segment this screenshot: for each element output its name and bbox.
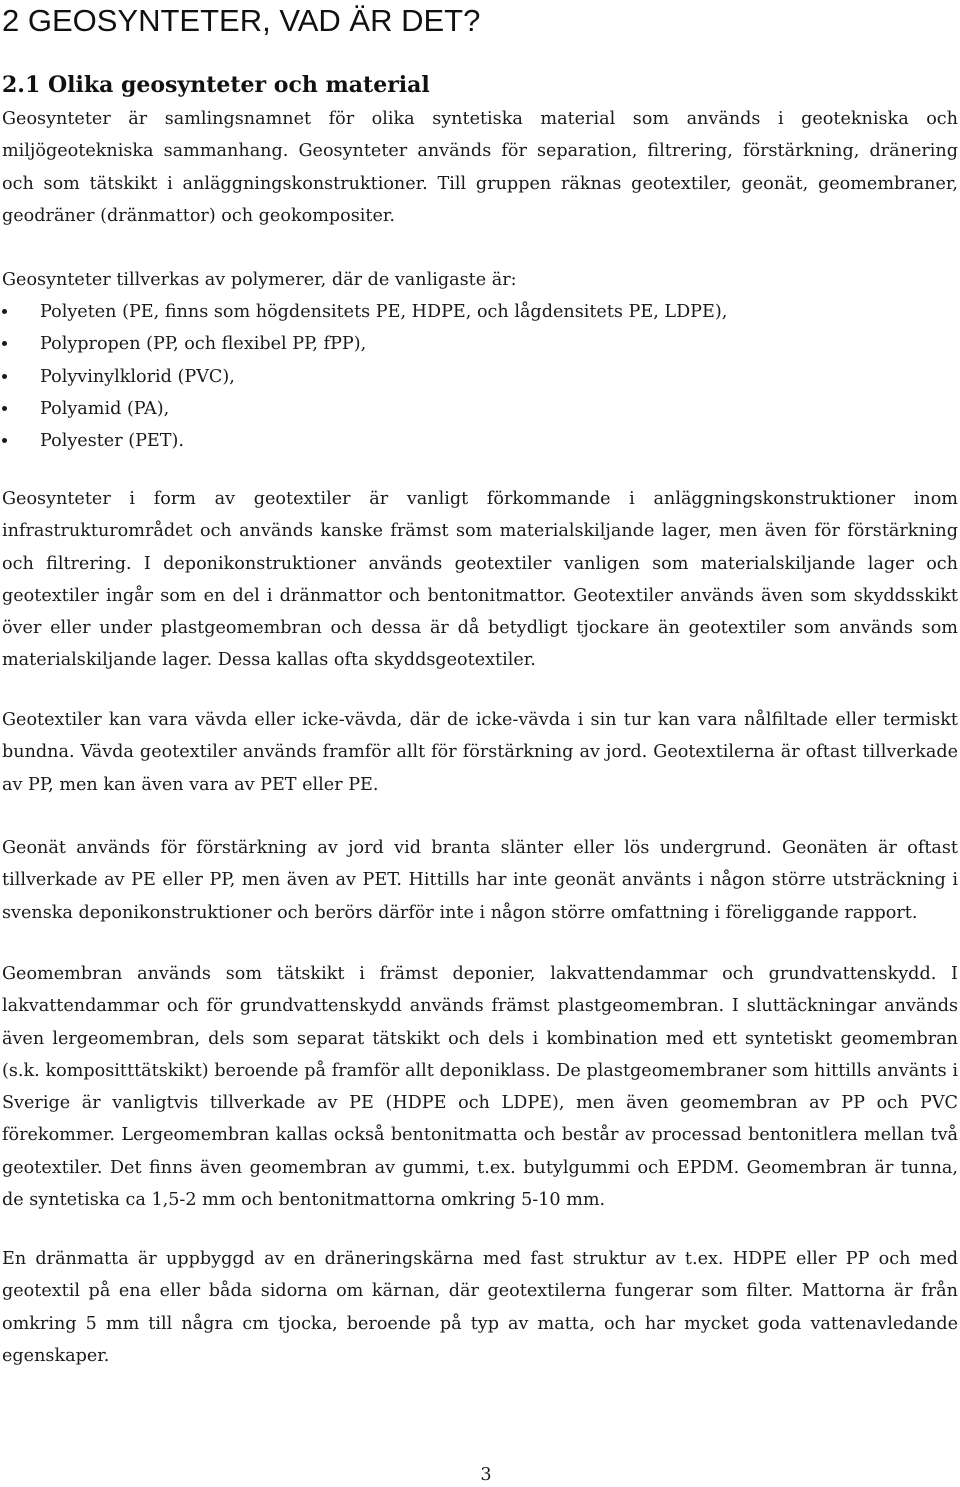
bullet-icon xyxy=(2,438,7,443)
paragraph-geotextiles-types: Geotextiler kan vara vävda eller icke-vävda, där de icke-vävda i sin tur kan vara nålfiltade eller termiskt bundna. Vävda geotextiler används framför allt för förstärkning av jord. Geotextilerna är oftast tillverkade av PP, men kan även vara av PET eller PE. xyxy=(2,710,958,795)
paragraph-intro: Geosynteter är samlingsnamnet för olika syntetiska material som används i geotekniska och miljögeotekniska sammanhang. Geosynteter används för separation, filtrering, förstärkning, dränering och som tätskikt i anläggningskonstruktioner. Till gruppen räknas geotextiler, geonät, geomembraner, geodräner (dränmattor) och geokompositer. xyxy=(2,109,958,226)
paragraph-polymers-intro: Geosynteter tillverkas av polymerer, där de vanligaste är: xyxy=(2,270,517,290)
chapter-heading: 2 GEOSYNTETER, VAD ÄR DET? xyxy=(2,3,481,38)
bullet-icon xyxy=(2,341,7,346)
section-title: Olika geosynteter och material xyxy=(47,72,430,98)
paragraph-geomembranes: Geomembran används som tätskikt i främst deponier, lakvattendammar och grundvattenskydd. I lakvattendammar och för grundvattenskydd används främst plastgeomembran. I sluttäckningar används även lergeomembran, dels som separat tätskikt och dels i kombination med ett syntetiskt geomembran (s.k. kompositttätskikt) beroende på framför allt deponiklass. De plastgeomembraner som hittills använts i Sverige är vanligtvis tillverkade av PE (HDPE och LDPE), men även geomembran av PP och PVC förekommer. Lergeomembran kallas också bentonitmatta och består av processad bentonitlera mellan två geotextiler. Det finns även geomembran av gummi, t.ex. butylgummi och EPDM. Geomembran är tunna, de syntetiska ca 1,5-2 mm och bentonitmattorna omkring 5-10 mm. xyxy=(2,964,958,1211)
paragraph-drainage-mat: En dränmatta är uppbyggd av en dräneringskärna med fast struktur av t.ex. HDPE eller PP och med geotextil på ena eller båda sidorna om kärnan, där geotextilerna fungerar som filter. Mattorna är från omkring 5 mm till några cm tjocka, beroende på typ av matta, och har mycket goda vattenavledande egenskaper. xyxy=(2,1249,958,1366)
page-number: 3 xyxy=(480,1465,492,1485)
document-page: 2 GEOSYNTETER, VAD ÄR DET? 2.1 Olika geosynteter och material Geosynteter är samlingsnamnet för olika syntetiska material som används i geotekniska och miljögeotekniska sammanhang. Geosynteter används för separation, filtrering, förstärkning, dränering och som tätskikt i anläggningskonstruktioner. Till gruppen räknas geotextiler, geonät, geomembraner, geodräner (dränmattor) och geokompositer. Geosynteter tillverkas av polymerer, där de vanligaste är: Polyeten (PE, finns som högdensitets PE, HDPE, och lågdensitets PE, LDPE), Polypropen (PP, och flexibel PP, fPP), Polyvinylklorid (PVC), Polyamid (PA), Polyester (PET). Geosynteter i form av geotextiler är vanligt förkommande i anläggningskonstruktioner inom infrastrukturområdet och används kanske främst som materialskiljande lager, men även för förstärkning och filtrering. I deponikonstruktioner används geotextiler vanligen som materialskiljande lager och geotextiler ingår som en del i dränmattor och bentonitmattor. Geotextiler används även som skyddsskikt över eller under plastgeomembran och dessa är då betydligt tjockare än geotextiler som används som materialskiljande lager. Dessa kallas ofta skyddsgeotextiler. Geotextiler kan vara vävda eller icke-vävda, där de icke-vävda i sin tur kan vara nålfiltade eller termiskt bundna. Vävda geotextiler används framför allt för förstärkning av jord. Geotextilerna är oftast tillverkade av PP, men kan även vara av PET eller PE. Geonät används för förstärkning av jord vid branta slänter eller lös undergrund. Geonäten är oftast tillverkade av PE eller PP, men även av PET. Hittills har inte geonät använts i någon större utsträckning i svenska deponikonstruktioner och berörs därför inte i någon större omfattning i föreliggande rapport. Geomembran används som tätskikt i främst deponier, lakvattendammar och grundvattenskydd. I lakvattendammar och för grundvattenskydd används främst plastgeomembran. I sluttäckningar används även lergeomembran, dels som separat tätskikt och dels i kombination med ett syntetiskt geomembran (s.k. kompositttätskikt) beroende på framför allt deponiklass. De plastgeomembraner som hittills använts i Sverige är vanligtvis tillverkade av PE (HDPE och LDPE), men även geomembran av PP och PVC förekommer. Lergeomembran kallas också bentonitmatta och består av processad bentonitlera mellan två geotextiler. Det finns även geomembran av gummi, t.ex. butylgummi och EPDM. Geomembran är tunna, de syntetiska ca 1,5-2 mm och bentonitmattorna omkring 5-10 mm. En dränmatta är uppbyggd av en dräneringskärna med fast struktur av t.ex. HDPE eller PP och med geotextil på ena eller båda sidorna om kärnan, där geotextilerna fungerar som filter. Mattorna är från omkring 5 mm till några cm tjocka, beroende på typ av matta, och har mycket goda vattenavledande egenskaper. 3 xyxy=(0,0,960,1487)
section-heading xyxy=(2,70,430,100)
paragraph-geotextiles-use: Geosynteter i form av geotextiler är vanligt förkommande i anläggningskonstruktioner inom infrastrukturområdet och används kanske främst som materialskiljande lager, men även för förstärkning och filtrering. I deponikonstruktioner används geotextiler vanligen som materialskiljande lager och geotextiler ingår som en del i dränmattor och bentonitmattor. Geotextiler används även som skyddsskikt över eller under plastgeomembran och dessa är då betydligt tjockare än geotextiler som används som materialskiljande lager. Dessa kallas ofta skyddsgeotextiler. xyxy=(2,489,958,671)
bullet-icon xyxy=(2,406,7,411)
paragraph-geonets: Geonät används för förstärkning av jord vid branta slänter eller lös undergrund. Geonäten är oftast tillverkade av PE eller PP, men även av PET. Hittills har inte geonät använts i någon större utsträckning i svenska deponikonstruktioner och berörs därför inte i någon större omfattning i föreliggande rapport. xyxy=(2,838,958,923)
bullet-icon xyxy=(2,374,7,379)
section-number: 2.1 xyxy=(2,72,41,98)
bullet-icon xyxy=(2,309,7,314)
